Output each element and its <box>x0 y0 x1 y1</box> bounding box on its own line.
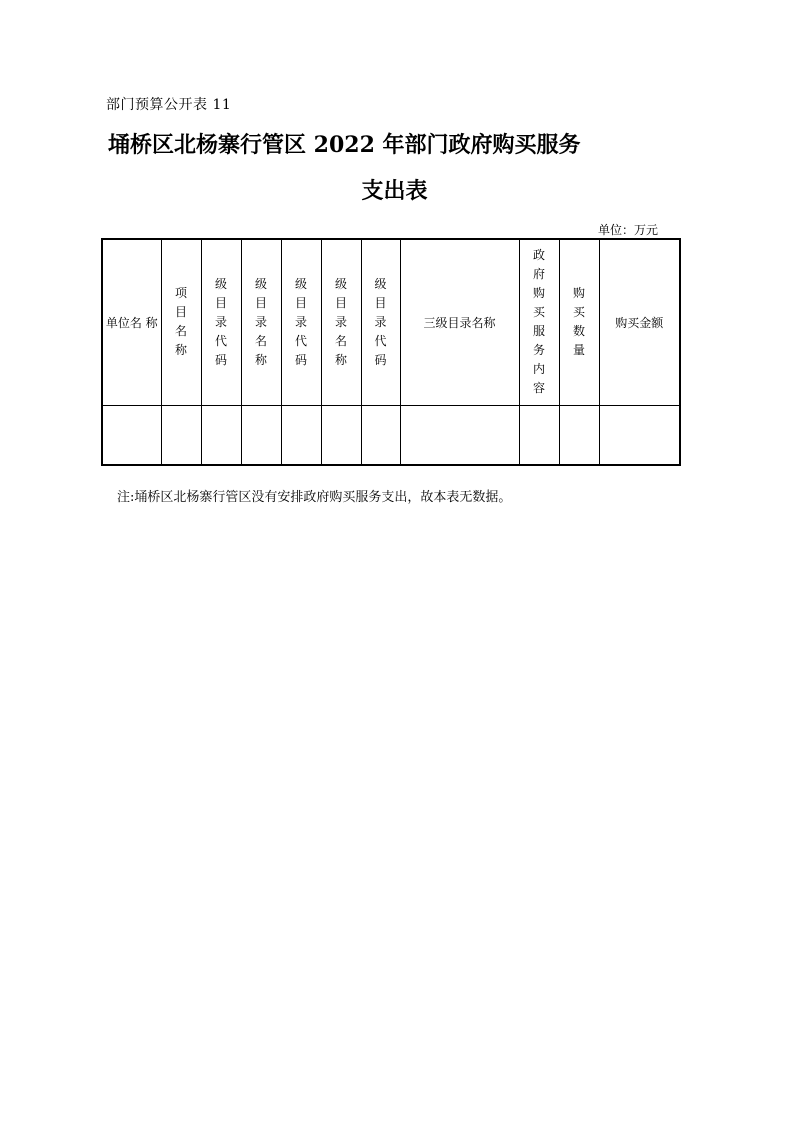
table-cell <box>519 405 559 465</box>
table-cell <box>559 405 599 465</box>
column-header-level2-code: 级目录代码 <box>281 239 321 405</box>
column-header-level1-code: 级目录代码 <box>201 239 241 405</box>
table-header-row <box>102 239 680 405</box>
column-header-quantity: 购买数量 <box>559 239 599 405</box>
unit-label: 单位：万元 <box>598 223 659 237</box>
column-header-level1-name: 级目录名称 <box>241 239 281 405</box>
table-cell <box>241 405 281 465</box>
table-cell <box>201 405 241 465</box>
table-cell <box>400 405 519 465</box>
column-header-unit-name: 单位名 称 <box>102 239 161 405</box>
table-cell <box>321 405 361 465</box>
table-cell <box>599 405 680 465</box>
page-title-line-2 <box>0 174 793 205</box>
column-header-project-name: 项目名称 <box>161 239 201 405</box>
column-header-level2-name: 级目录名称 <box>321 239 361 405</box>
page-title-line-1: 埇桥区北杨寨行管区 2022 年部门政府购买服务 <box>108 132 581 158</box>
document-label: 部门预算公开表 11 <box>106 97 232 113</box>
table-cell <box>161 405 201 465</box>
purchase-services-table <box>101 238 681 466</box>
column-header-amount: 购买金额 <box>599 239 680 405</box>
column-header-level3-name: 三级目录名称 <box>400 239 519 405</box>
table-cell <box>281 405 321 465</box>
column-header-level3-code: 级目录代码 <box>361 239 400 405</box>
table-cell <box>361 405 400 465</box>
page-title-line-2-text: 支出表 <box>361 178 428 204</box>
column-header-service-content: 政府购买服务内容 <box>519 239 559 405</box>
footnote: 注:埇桥区北杨寨行管区没有安排政府购买服务支出，故本表无数据。 <box>117 490 512 505</box>
table-row <box>102 405 680 465</box>
table-cell <box>102 405 161 465</box>
